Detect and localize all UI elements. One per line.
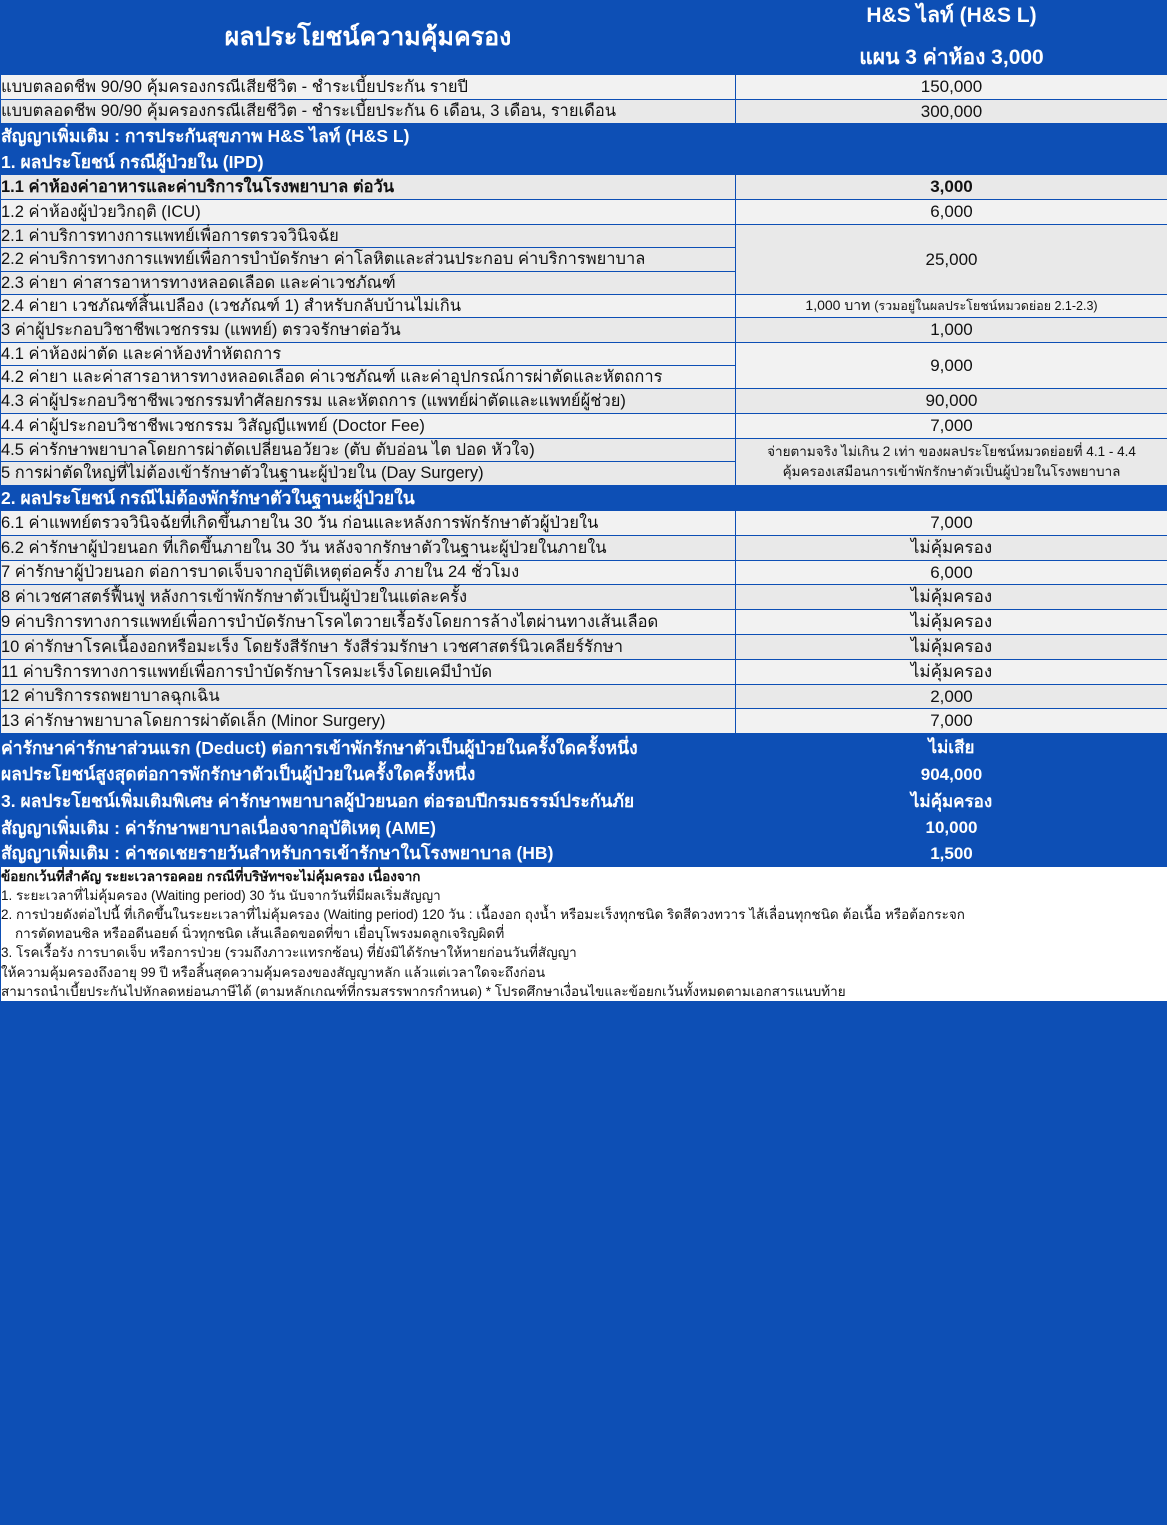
- table-header-row: [1, 1, 1167, 75]
- row-label: ผลประโยชน์สูงสุดต่อการพักรักษาตัวเป็นผู้ป่วยในครั้งใดครั้งหนึ่ง: [1, 762, 736, 788]
- row-value: 9,000: [736, 342, 1167, 389]
- row-label: 12 ค่าบริการรถพยาบาลฉุกเฉิน: [1, 684, 736, 709]
- row-label: 4.2 ค่ายา และค่าสารอาหารทางหลอดเลือด ค่าเวชภัณฑ์ และค่าอุปกรณ์การผ่าตัดและหัตถการ: [1, 366, 736, 389]
- row-label: 11 ค่าบริการทางการแพทย์เพื่อการบำบัดรักษาโรคมะเร็งโดยเคมีบำบัด: [1, 659, 736, 684]
- row-value: 90,000: [736, 389, 1167, 414]
- section-row-opd: [1, 485, 1167, 511]
- section-row-rider: [1, 124, 1167, 150]
- table-row: [1, 511, 1167, 536]
- table-row: [1, 175, 1167, 200]
- summary-row-hb: [1, 841, 1167, 867]
- row-value: 25,000: [736, 225, 1167, 295]
- footnote-line: การตัดทอนซิล หรืออดีนอยด์ นิ่วทุกชนิด เส้นเลือดขอดที่ขา เยื่อบุโพรงมดลูกเจริญผิดที่: [15, 926, 505, 942]
- row-value: 6,000: [736, 200, 1167, 225]
- table-row: [1, 535, 1167, 560]
- row-label: 4.3 ค่าผู้ประกอบวิชาชีพเวชกรรมทำศัลยกรรม และหัตถการ (แพทย์ผ่าตัดและแพทย์ผู้ช่วย): [1, 389, 736, 414]
- row-label: 8 ค่าเวชศาสตร์ฟื้นฟู หลังการเข้าพักรักษาตัวเป็นผู้ป่วยในแต่ละครั้ง: [1, 585, 736, 610]
- row-label: ค่ารักษาค่ารักษาส่วนแรก (Deduct) ต่อการเข้าพักรักษาตัวเป็นผู้ป่วยในครั้งใดครั้งหนึ่ง: [1, 734, 736, 762]
- row-value: [736, 294, 1167, 317]
- row-value: 1,500: [736, 841, 1167, 867]
- plan-subtitle: แผน 3 ค่าห้อง 3,000: [859, 46, 1044, 70]
- row-value: 150,000: [736, 74, 1167, 99]
- row-label: แบบตลอดชีพ 90/90 คุ้มครองกรณีเสียชีวิต - ชำระเบี้ยประกัน รายปี: [1, 74, 736, 99]
- row-value: 904,000: [736, 762, 1167, 788]
- row-label: 3 ค่าผู้ประกอบวิชาชีพเวชกรรม (แพทย์) ตรวจรักษาต่อวัน: [1, 318, 736, 343]
- table-row: [1, 439, 1167, 462]
- row-value: ไม่คุ้มครอง: [736, 787, 1167, 815]
- row-label: แบบตลอดชีพ 90/90 คุ้มครองกรณีเสียชีวิต - ชำระเบี้ยประกัน 6 เดือน, 3 เดือน, รายเดือน: [1, 99, 736, 124]
- row-label: 1.2 ค่าห้องผู้ป่วยวิกฤติ (ICU): [1, 200, 736, 225]
- row-label: 5 การผ่าตัดใหญ่ที่ไม่ต้องเข้ารักษาตัวในฐานะผู้ป่วยใน (Day Surgery): [1, 462, 736, 485]
- table-row: [1, 684, 1167, 709]
- section-title: 1. ผลประโยชน์ กรณีผู้ป่วยใน (IPD): [1, 149, 1167, 175]
- footnote-line: 2. การป่วยดังต่อไปนี้ ที่เกิดขึ้นในระยะเวลาที่ไม่คุ้มครอง (Waiting period) 120 วัน : เนื้องอก ถุงน้ำ หรือมะเร็งทุกชนิด ริดสีดวงทวาร ไส้เลื่อนทุกชนิด ต้อเนื้อ หรือต้อกระจก: [1, 907, 965, 923]
- summary-row-extra-opd: [1, 787, 1167, 815]
- footnotes: [1, 866, 1167, 1001]
- row-value: 6,000: [736, 560, 1167, 585]
- row-label: 6.1 ค่าแพทย์ตรวจวินิจฉัยที่เกิดขึ้นภายใน 30 วัน ก่อนและหลังการพักรักษาตัวผู้ป่วยใน: [1, 511, 736, 536]
- table-row: [1, 225, 1167, 248]
- footnote-line: สามารถนำเบี้ยประกันไปหักลดหย่อนภาษีได้ (ตามหลักเกณฑ์ที่กรมสรรพากรกำหนด) * โปรดศึกษาเงื่อนไขและข้อยกเว้นทั้งหมดตามเอกสารแนบท้าย: [1, 983, 846, 999]
- row-label: 4.1 ค่าห้องผ่าตัด และค่าห้องทำหัตถการ: [1, 342, 736, 365]
- row-value-note: (รวมอยู่ในผลประโยชน์หมวดย่อย 2.1-2.3): [874, 299, 1098, 314]
- summary-row-deduct: [1, 734, 1167, 762]
- footnotes-title: ข้อยกเว้นที่สำคัญ ระยะเวลารอคอย กรณีที่บริษัทฯจะไม่คุ้มครอง เนื่องจาก: [1, 868, 421, 884]
- table-row: [1, 585, 1167, 610]
- header-right-title: [736, 1, 1167, 75]
- row-label: 6.2 ค่ารักษาผู้ป่วยนอก ที่เกิดขึ้นภายใน 30 วัน หลังจากรักษาตัวในฐานะผู้ป่วยในภายใน: [1, 535, 736, 560]
- row-label: 4.4 ค่าผู้ประกอบวิชาชีพเวชกรรม วิสัญญีแพทย์ (Doctor Fee): [1, 414, 736, 439]
- row-value-line2: คุ้มครองเสมือนการเข้าพักรักษาตัวเป็นผู้ป่วยในโรงพยาบาล: [782, 463, 1121, 479]
- row-label: 13 ค่ารักษาพยาบาลโดยการผ่าตัดเล็ก (Minor Surgery): [1, 709, 736, 734]
- row-value: ไม่เสีย: [736, 734, 1167, 762]
- summary-row-max-benefit: [1, 762, 1167, 788]
- section-row-ipd: [1, 149, 1167, 175]
- plan-name: H&S ไลท์ (H&S L): [866, 4, 1037, 27]
- row-label: 2.2 ค่าบริการทางการแพทย์เพื่อการบำบัดรักษา ค่าโลหิตและส่วนประกอบ ค่าบริการพยาบาล: [1, 248, 736, 271]
- table-row: [1, 560, 1167, 585]
- row-value: ไม่คุ้มครอง: [736, 585, 1167, 610]
- row-label: สัญญาเพิ่มเติม : ค่ารักษาพยาบาลเนื่องจากอุบัติเหตุ (AME): [1, 815, 736, 841]
- row-value: ไม่คุ้มครอง: [736, 610, 1167, 635]
- footnote-line: 1. ระยะเวลาที่ไม่คุ้มครอง (Waiting period) 30 วัน นับจากวันที่มีผลเริ่มสัญญา: [1, 887, 441, 903]
- row-value: [736, 439, 1167, 486]
- row-value: ไม่คุ้มครอง: [736, 659, 1167, 684]
- table-row: [1, 659, 1167, 684]
- row-value: 1,000: [736, 318, 1167, 343]
- row-label: 2.1 ค่าบริการทางการแพทย์เพื่อการตรวจวินิจฉัย: [1, 225, 736, 248]
- row-value: 300,000: [736, 99, 1167, 124]
- table-row: [1, 389, 1167, 414]
- row-label: 9 ค่าบริการทางการแพทย์เพื่อการบำบัดรักษาโรคไตวายเรื้อรังโดยการล้างไตผ่านทางเส้นเลือด: [1, 610, 736, 635]
- row-label: 1.1 ค่าห้องค่าอาหารและค่าบริการในโรงพยาบาล ต่อวัน: [1, 175, 736, 200]
- row-value: ไม่คุ้มครอง: [736, 635, 1167, 660]
- row-label: สัญญาเพิ่มเติม : ค่าชดเชยรายวันสำหรับการเข้ารักษาในโรงพยาบาล (HB): [1, 841, 736, 867]
- table-row: [1, 294, 1167, 317]
- header-left-title: ผลประโยชน์ความคุ้มครอง: [1, 1, 736, 75]
- table-row: [1, 610, 1167, 635]
- row-value: 3,000: [736, 175, 1167, 200]
- table-row: [1, 414, 1167, 439]
- table-row: [1, 709, 1167, 734]
- row-label: 2.4 ค่ายา เวชภัณฑ์สิ้นเปลือง (เวชภัณฑ์ 1) สำหรับกลับบ้านไม่เกิน: [1, 294, 736, 317]
- table-row: [1, 318, 1167, 343]
- table-row: [1, 200, 1167, 225]
- footnote-line: ให้ความคุ้มครองถึงอายุ 99 ปี หรือสิ้นสุดความคุ้มครองของสัญญาหลัก แล้วแต่เวลาใดจะถึงก่อน: [1, 964, 546, 980]
- row-value: 7,000: [736, 511, 1167, 536]
- section-title: สัญญาเพิ่มเติม : การประกันสุขภาพ H&S ไลท์ (H&S L): [1, 124, 1167, 150]
- table-row: [1, 74, 1167, 99]
- row-value-line1: จ่ายตามจริง ไม่เกิน 2 เท่า ของผลประโยชน์หมวดย่อยที่ 4.1 - 4.4: [767, 443, 1136, 459]
- footnotes-row: [1, 866, 1167, 1001]
- row-label: 4.5 ค่ารักษาพยาบาลโดยการผ่าตัดเปลี่ยนอวัยวะ (ตับ ตับอ่อน ไต ปอด หัวใจ): [1, 439, 736, 462]
- row-value-amount: 1,000 บาท: [805, 297, 871, 314]
- table-row: [1, 635, 1167, 660]
- row-label: 10 ค่ารักษาโรคเนื้องอกหรือมะเร็ง โดยรังสีรักษา รังสีร่วมรักษา เวชศาสตร์นิวเคลียร์รักษา: [1, 635, 736, 660]
- table-row: [1, 342, 1167, 365]
- section-title: 2. ผลประโยชน์ กรณีไม่ต้องพักรักษาตัวในฐานะผู้ป่วยใน: [1, 485, 1167, 511]
- footnote-line: 3. โรคเรื้อรัง การบาดเจ็บ หรือการป่วย (รวมถึงภาวะแทรกซ้อน) ที่ยังมิได้รักษาให้หายก่อนวันที่สัญญา: [1, 945, 577, 961]
- row-label: 7 ค่ารักษาผู้ป่วยนอก ต่อการบาดเจ็บจากอุบัติเหตุต่อครั้ง ภายใน 24 ชั่วโมง: [1, 560, 736, 585]
- row-value: 10,000: [736, 815, 1167, 841]
- row-label: 2.3 ค่ายา ค่าสารอาหารทางหลอดเลือด และค่าเวชภัณฑ์: [1, 271, 736, 294]
- row-value: 7,000: [736, 414, 1167, 439]
- row-label: 3. ผลประโยชน์เพิ่มเติมพิเศษ ค่ารักษาพยาบาลผู้ป่วยนอก ต่อรอบปีกรมธรรม์ประกันภัย: [1, 787, 736, 815]
- summary-row-ame: [1, 815, 1167, 841]
- table-row: [1, 99, 1167, 124]
- row-value: 7,000: [736, 709, 1167, 734]
- row-value: ไม่คุ้มครอง: [736, 535, 1167, 560]
- row-value: 2,000: [736, 684, 1167, 709]
